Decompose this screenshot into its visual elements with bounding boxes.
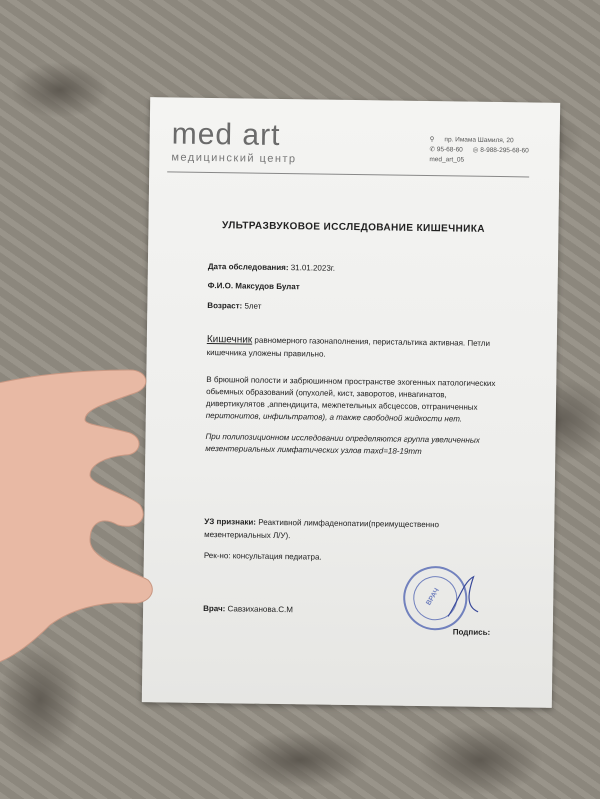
exam-date-value: 31.01.2023г. (290, 263, 336, 273)
doctor-label: Врач: (203, 603, 226, 614)
header-divider (167, 171, 529, 177)
exam-date-label: Дата обследования: (207, 261, 289, 273)
us-signs-text-2: мезентериальных Л/У). (204, 529, 291, 541)
brand-subtitle: медицинский центр (171, 151, 297, 166)
bowel-text-1: равномерного газонаполнения, перистальтика активная. Петли (254, 335, 491, 348)
abdomen-line-2: обьемных образований (опухолей, кист, заворотов, инвагинатов, (206, 386, 447, 400)
patient-name-row (208, 280, 538, 296)
patient-name-label: Ф.И.О. (207, 280, 234, 291)
abdomen-line-1: В брюшной полости и забрюшинном пространстве эхогенных патологических (206, 374, 496, 389)
address-text: пр. Имама Шамиля, 20 (444, 136, 514, 145)
abdomen-line-3: дивертикулятов ,аппендицита, межпетельных абсцессов, отграниченных (205, 398, 478, 412)
clinic-logo (171, 119, 297, 165)
patient-age-label: Возраст: (207, 300, 243, 311)
report-title: УЛЬТРАЗВУКОВОЕ ИССЛЕДОВАНИЕ КИШЕЧНИКА (221, 220, 485, 235)
exam-date-row (208, 261, 538, 277)
signature-scribble (443, 571, 484, 622)
hand (0, 365, 165, 665)
bowel-heading: Кишечник (206, 333, 253, 346)
stamp-text: ВРАЧ (425, 587, 441, 607)
phone-icon: ✆ (429, 146, 437, 154)
patient-name-value: Максудов Булат (235, 281, 300, 292)
patient-age-value: 5лет (244, 301, 262, 311)
location-icon: ⚲ (429, 136, 435, 144)
whatsapp-icon: ◎ (472, 146, 481, 154)
brand-name: med art (171, 117, 281, 152)
phone-2: 8-988-295-68-60 (480, 146, 529, 155)
abdomen-line-4: перитонитов, инфильтратов), а также свободной жидкости нет. (205, 410, 463, 424)
doctor-value: Савзиханова.С.М (227, 604, 293, 615)
instagram-handle: med_art_05 (429, 156, 465, 164)
doctor-row (203, 603, 533, 619)
phone-1: 95-68-60 (436, 146, 463, 154)
recommendation: Рек-но: консультация педиатра. (203, 550, 322, 562)
poly-line-1: При полипозиционном исследовании определяются группа увеличенных (205, 431, 480, 445)
signature-label: Подпись: (452, 627, 491, 637)
poly-line-2: мезентериальных лимфатических узлов maxd=18-19mm (205, 443, 422, 456)
us-signs-label: УЗ признаки: (204, 516, 257, 527)
medical-report-sheet (142, 97, 560, 708)
clinic-contacts (429, 135, 554, 167)
patient-age-row (207, 300, 537, 316)
bowel-text-2: кишечника уложены правильно. (206, 347, 326, 359)
us-signs-text-1: Реактивной лимфаденопатии(преимущественно (258, 517, 440, 530)
